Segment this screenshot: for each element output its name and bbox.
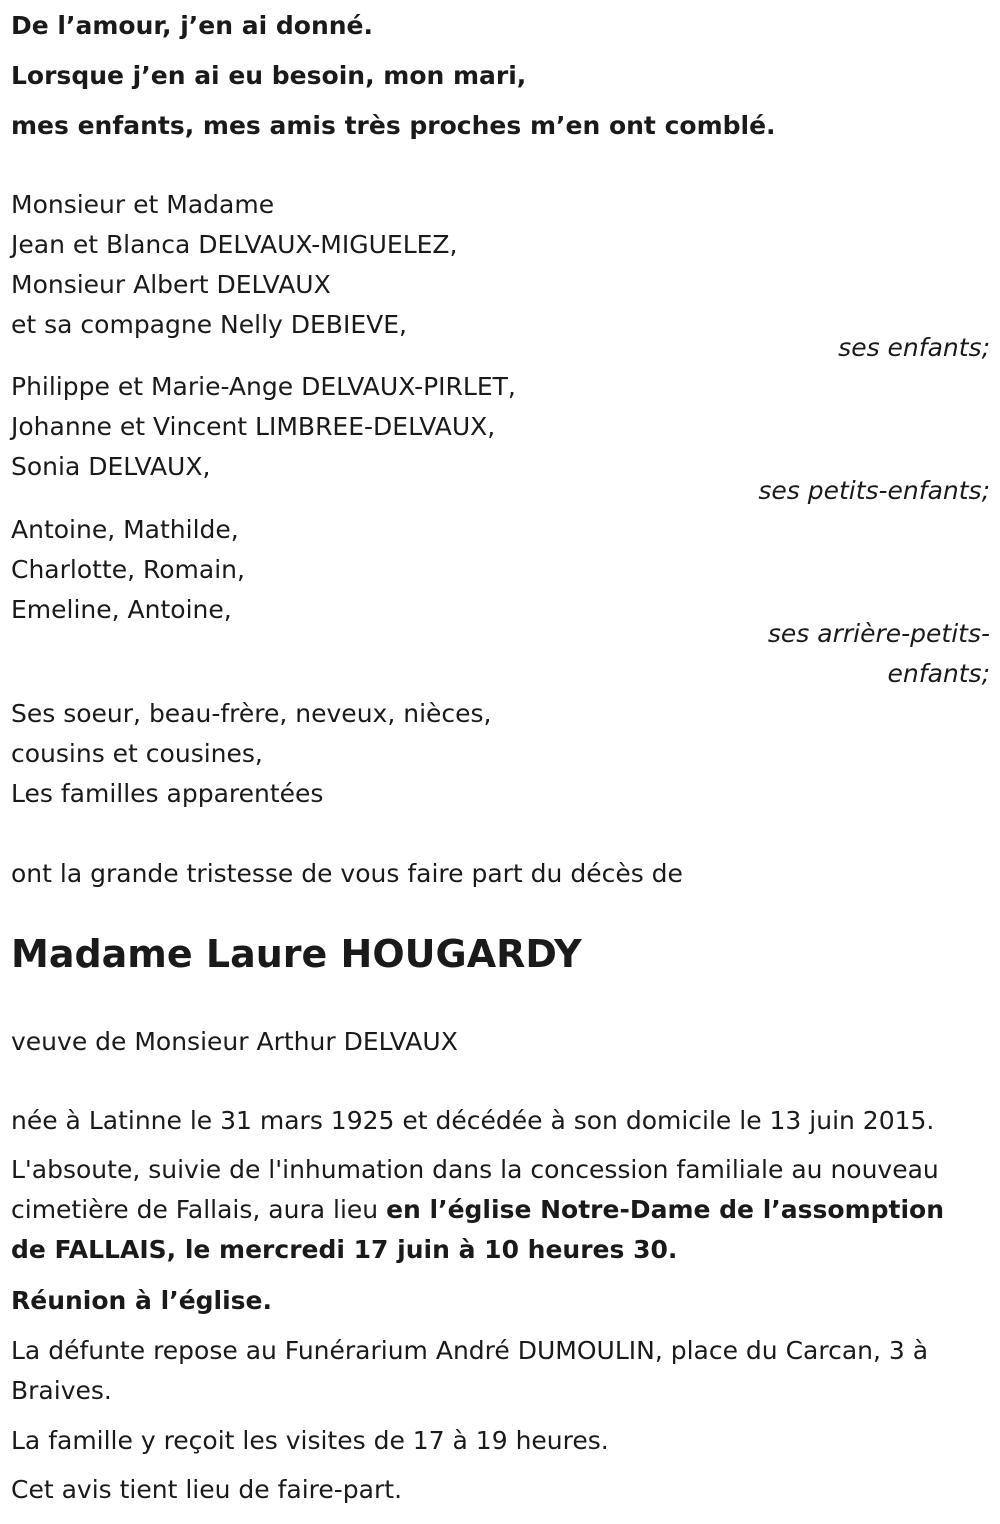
- children-line-2: Jean et Blanca DELVAUX-MIGUELEZ,: [11, 230, 458, 259]
- great-grandchildren-relation-1: ses arrière-petits-: [767, 619, 990, 648]
- ceremony-line-2: [11, 1190, 944, 1230]
- grandchildren-relation: ses petits-enfants;: [758, 476, 990, 505]
- children-relation: ses enfants;: [838, 333, 990, 362]
- family-line-1: Ses soeur, beau-frère, neveux, nièces,: [11, 699, 492, 728]
- great-grandchildren-line-1: Antoine, Mathilde,: [11, 515, 239, 544]
- intro-line-3: mes enfants, mes amis très proches m’en ont comblé.: [11, 111, 776, 140]
- deceased-name: Madame Laure HOUGARDY: [11, 932, 582, 976]
- ceremony-line-3: de FALLAIS, le mercredi 17 juin à 10 heures 30.: [11, 1235, 678, 1264]
- intro-line-1: De l’amour, j’en ai donné.: [11, 11, 374, 40]
- funerarium-line-2: Braives.: [11, 1376, 112, 1405]
- ceremony-line-1: L'absoute, suivie de l'inhumation dans la concession familiale au nouveau: [11, 1155, 939, 1184]
- birth-death-line: née à Latinne le 31 mars 1925 et décédée à son domicile le 13 juin 2015.: [11, 1106, 935, 1135]
- ceremony-line-2-plain: cimetière de Fallais, aura lieu: [11, 1195, 387, 1224]
- announcement: ont la grande tristesse de vous faire part du décès de: [11, 859, 683, 888]
- children-line-4: et sa compagne Nelly DEBIEVE,: [11, 310, 407, 339]
- children-line-1: Monsieur et Madame: [11, 190, 275, 219]
- great-grandchildren-line-3: Emeline, Antoine,: [11, 595, 232, 624]
- grandchildren-line-2: Johanne et Vincent LIMBREE-DELVAUX,: [11, 412, 496, 441]
- funerarium-line-1: La défunte repose au Funérarium André DUMOULIN, place du Carcan, 3 à: [11, 1336, 929, 1365]
- intro-line-2: Lorsque j’en ai eu besoin, mon mari,: [11, 61, 527, 90]
- family-line-2: cousins et cousines,: [11, 739, 263, 768]
- grandchildren-line-1: Philippe et Marie-Ange DELVAUX-PIRLET,: [11, 372, 516, 401]
- reunion-notice: Réunion à l’église.: [11, 1286, 273, 1315]
- visits-info: La famille y reçoit les visites de 17 à 19 heures.: [11, 1426, 609, 1455]
- grandchildren-line-3: Sonia DELVAUX,: [11, 452, 211, 481]
- children-line-3: Monsieur Albert DELVAUX: [11, 270, 331, 299]
- widow-of: veuve de Monsieur Arthur DELVAUX: [11, 1027, 458, 1056]
- great-grandchildren-relation-2: enfants;: [887, 659, 990, 688]
- closing-note: Cet avis tient lieu de faire-part.: [11, 1475, 403, 1504]
- ceremony-line-2-bold: en l’église Notre-Dame de l’assomption: [386, 1195, 945, 1224]
- family-line-3: Les familles apparentées: [11, 779, 324, 808]
- great-grandchildren-line-2: Charlotte, Romain,: [11, 555, 245, 584]
